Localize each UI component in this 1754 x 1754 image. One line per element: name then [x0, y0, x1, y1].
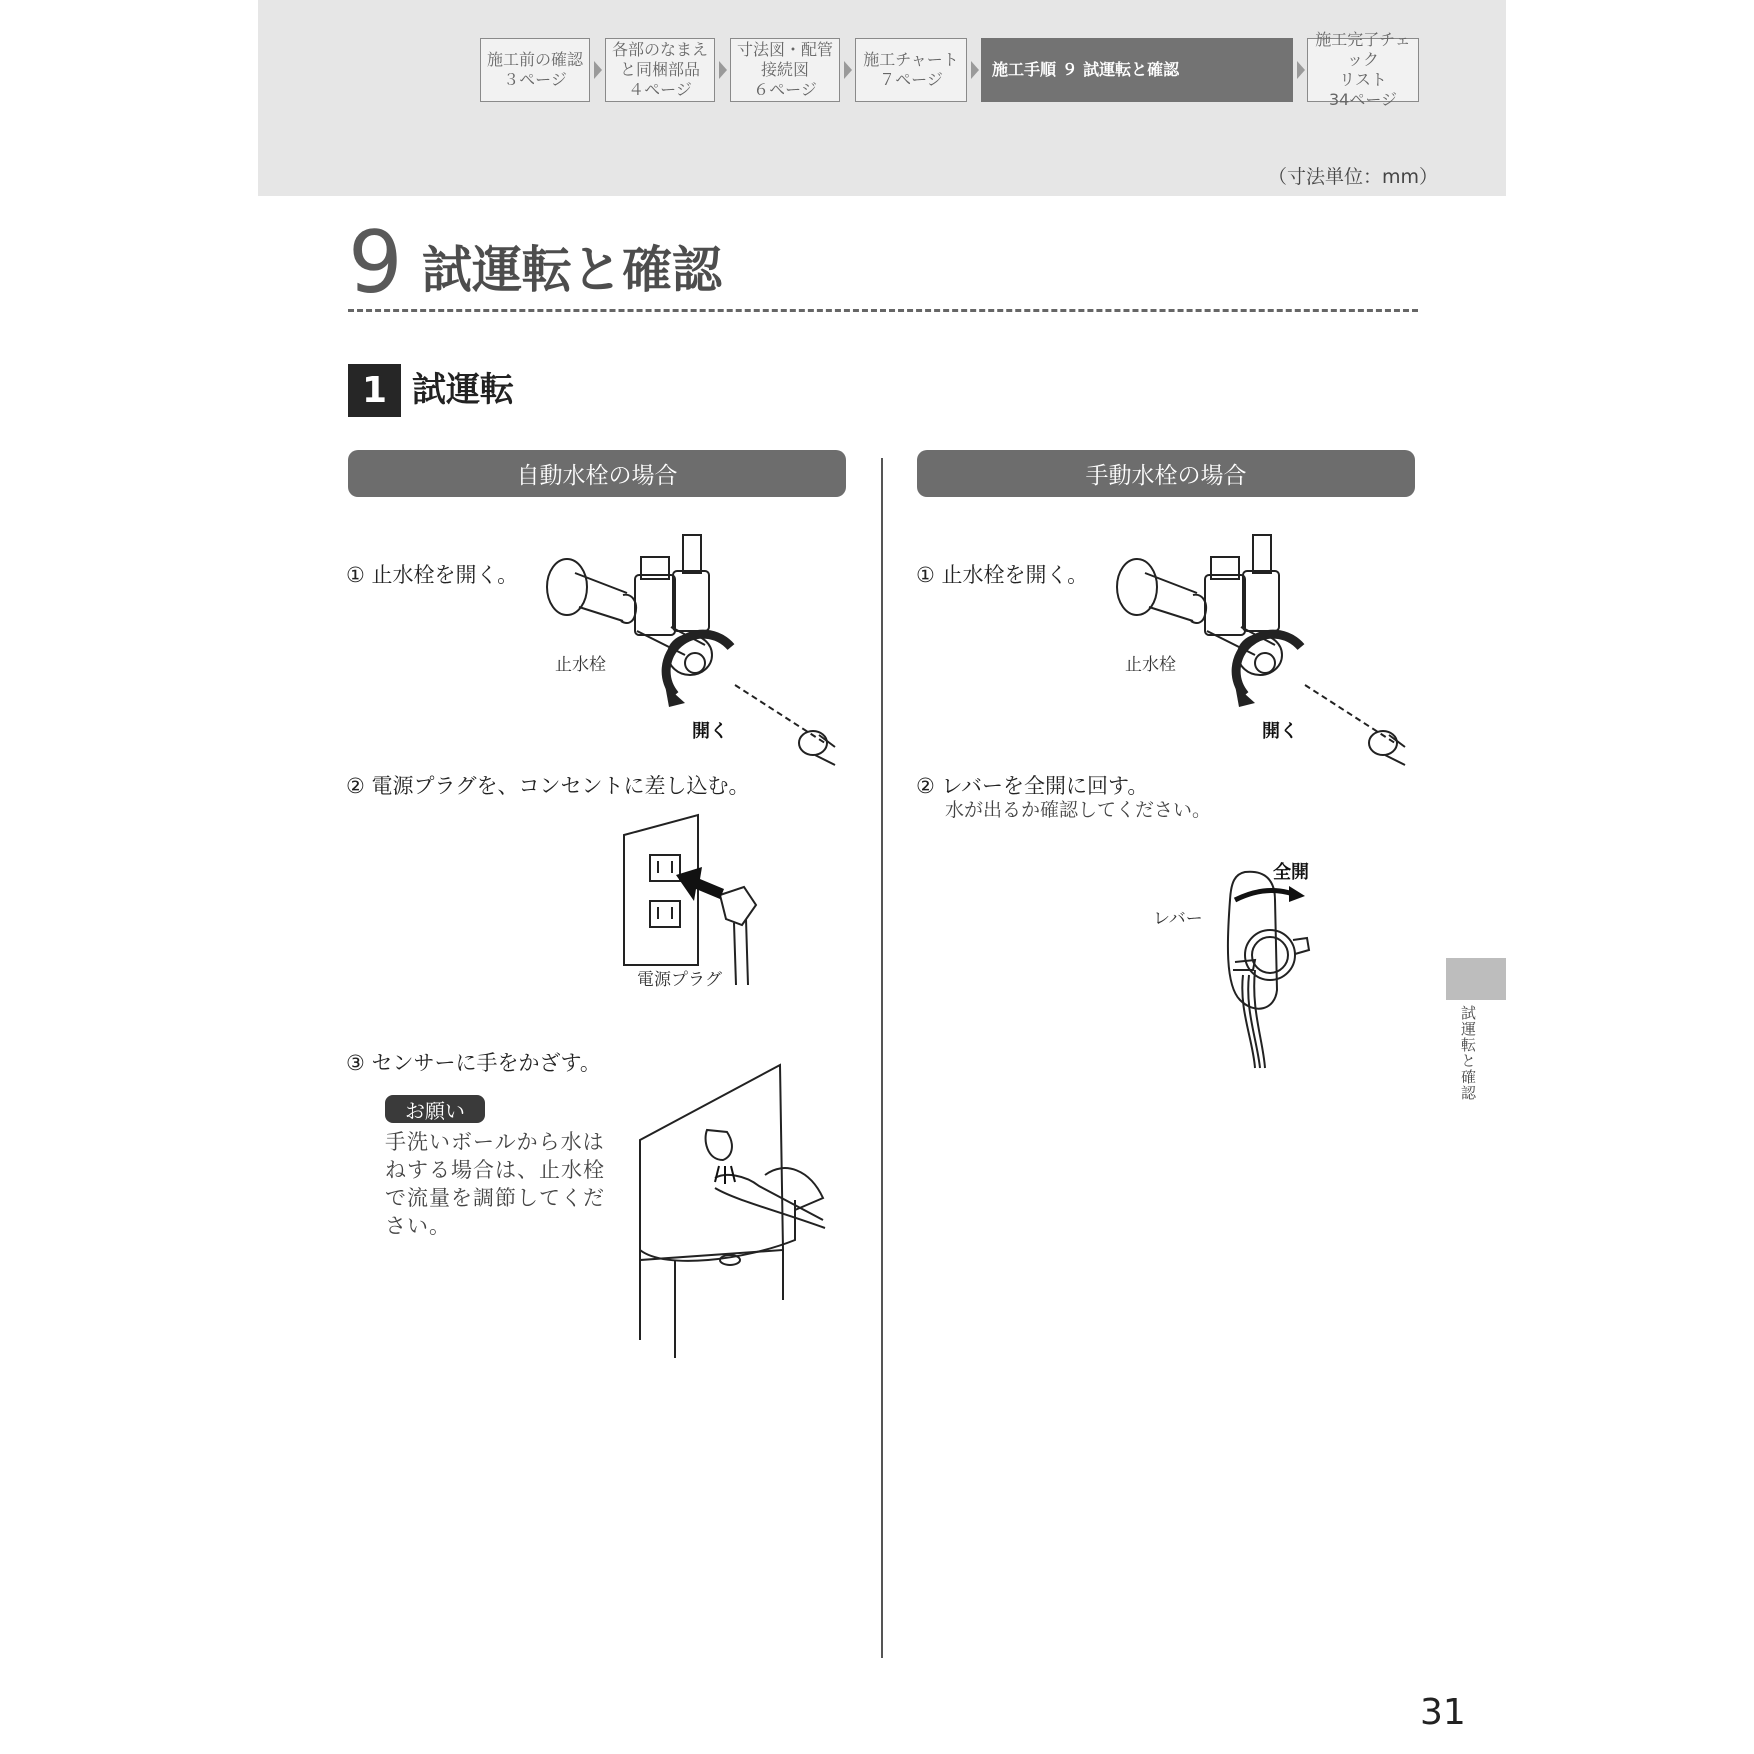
unit-note: （寸法単位：mm） [1268, 166, 1439, 188]
nav-item-checklist[interactable] [1307, 30, 1419, 109]
request-badge: お願い [385, 1095, 485, 1123]
outlet-plug-illustration [624, 815, 774, 985]
column-heading-manual: 手動水栓の場合 [917, 450, 1415, 497]
nav-arrow-icon [1297, 61, 1305, 79]
nav-item-page: ４ページ [628, 80, 692, 99]
nav-item-label: 施工前の確認 [486, 50, 583, 69]
nav-arrow-icon [594, 61, 602, 79]
nav-item-page: 34ページ [1328, 90, 1398, 109]
label-stop-valve: 止水栓 [1125, 655, 1176, 675]
note-line: で流量を調節してくだ [385, 1186, 605, 1210]
sink-sensor-illustration [635, 1060, 835, 1360]
nav-arrow-icon [844, 61, 852, 79]
nav-item-label: 施工手順 ９ 試運転と確認 [992, 60, 1180, 79]
nav-item-label: 寸法図・配管 [736, 40, 833, 59]
nav-item-label: 施工チャート [863, 50, 959, 69]
note-line: ねする場合は、止水栓 [385, 1158, 605, 1182]
nav-item-label: と同梱部品 [619, 60, 700, 79]
note-line: 手洗いボールから水は [385, 1130, 605, 1154]
nav-item-page: ３ページ [503, 70, 567, 89]
page-title: 試運転と確認 [422, 241, 722, 299]
right-step-2-note: 水が出るか確認してください。 [945, 799, 1212, 821]
nav-item-label: 接続図 [760, 60, 809, 79]
right-step-1: ① 止水栓を開く。 [916, 563, 1089, 587]
nav-item-chart[interactable] [855, 38, 967, 102]
nav-item-page: ７ページ [879, 70, 943, 89]
section-number-badge: 1 [348, 364, 401, 417]
label-open: 開く [1262, 721, 1298, 742]
request-note [385, 1128, 615, 1240]
nav-item-page: ６ページ [753, 80, 817, 99]
label-full-open: 全開 [1273, 862, 1309, 883]
nav-arrow-icon [719, 61, 727, 79]
nav-item-dimensions[interactable] [730, 38, 840, 102]
label-stop-valve: 止水栓 [555, 655, 606, 675]
nav-item-label: 各部のなまえ [611, 40, 708, 59]
nav-item-current-step[interactable] [981, 38, 1293, 102]
nav-arrow-icon [971, 61, 979, 79]
nav-item-label: 施工完了チェック [1315, 30, 1411, 69]
left-step-1: ① 止水栓を開く。 [346, 563, 519, 587]
column-heading-auto: 自動水栓の場合 [348, 450, 846, 497]
nav-item-pre-check[interactable] [480, 38, 590, 102]
section-title: 試運転 [412, 370, 514, 410]
label-power-plug: 電源プラグ [637, 970, 722, 990]
side-tab[interactable] [1446, 958, 1506, 1000]
title-divider [348, 309, 1418, 312]
page-number: 31 [1420, 1692, 1466, 1733]
lever-faucet-illustration [1205, 870, 1325, 1070]
column-divider [881, 458, 883, 1658]
note-line: さい。 [385, 1214, 451, 1238]
right-step-2: ② レバーを全開に回す。 [916, 774, 1149, 798]
nav-item-parts[interactable] [605, 38, 715, 102]
label-open: 開く [692, 721, 728, 742]
chapter-number: 9 [348, 213, 403, 313]
side-tab-label: 試運転と確認 [1459, 1005, 1477, 1101]
left-step-3: ③ センサーに手をかざす。 [346, 1051, 601, 1075]
label-lever: レバー [1153, 909, 1203, 929]
left-step-2: ② 電源プラグを、コンセントに差し込む。 [346, 774, 750, 798]
nav-item-label: リスト [1339, 70, 1387, 89]
